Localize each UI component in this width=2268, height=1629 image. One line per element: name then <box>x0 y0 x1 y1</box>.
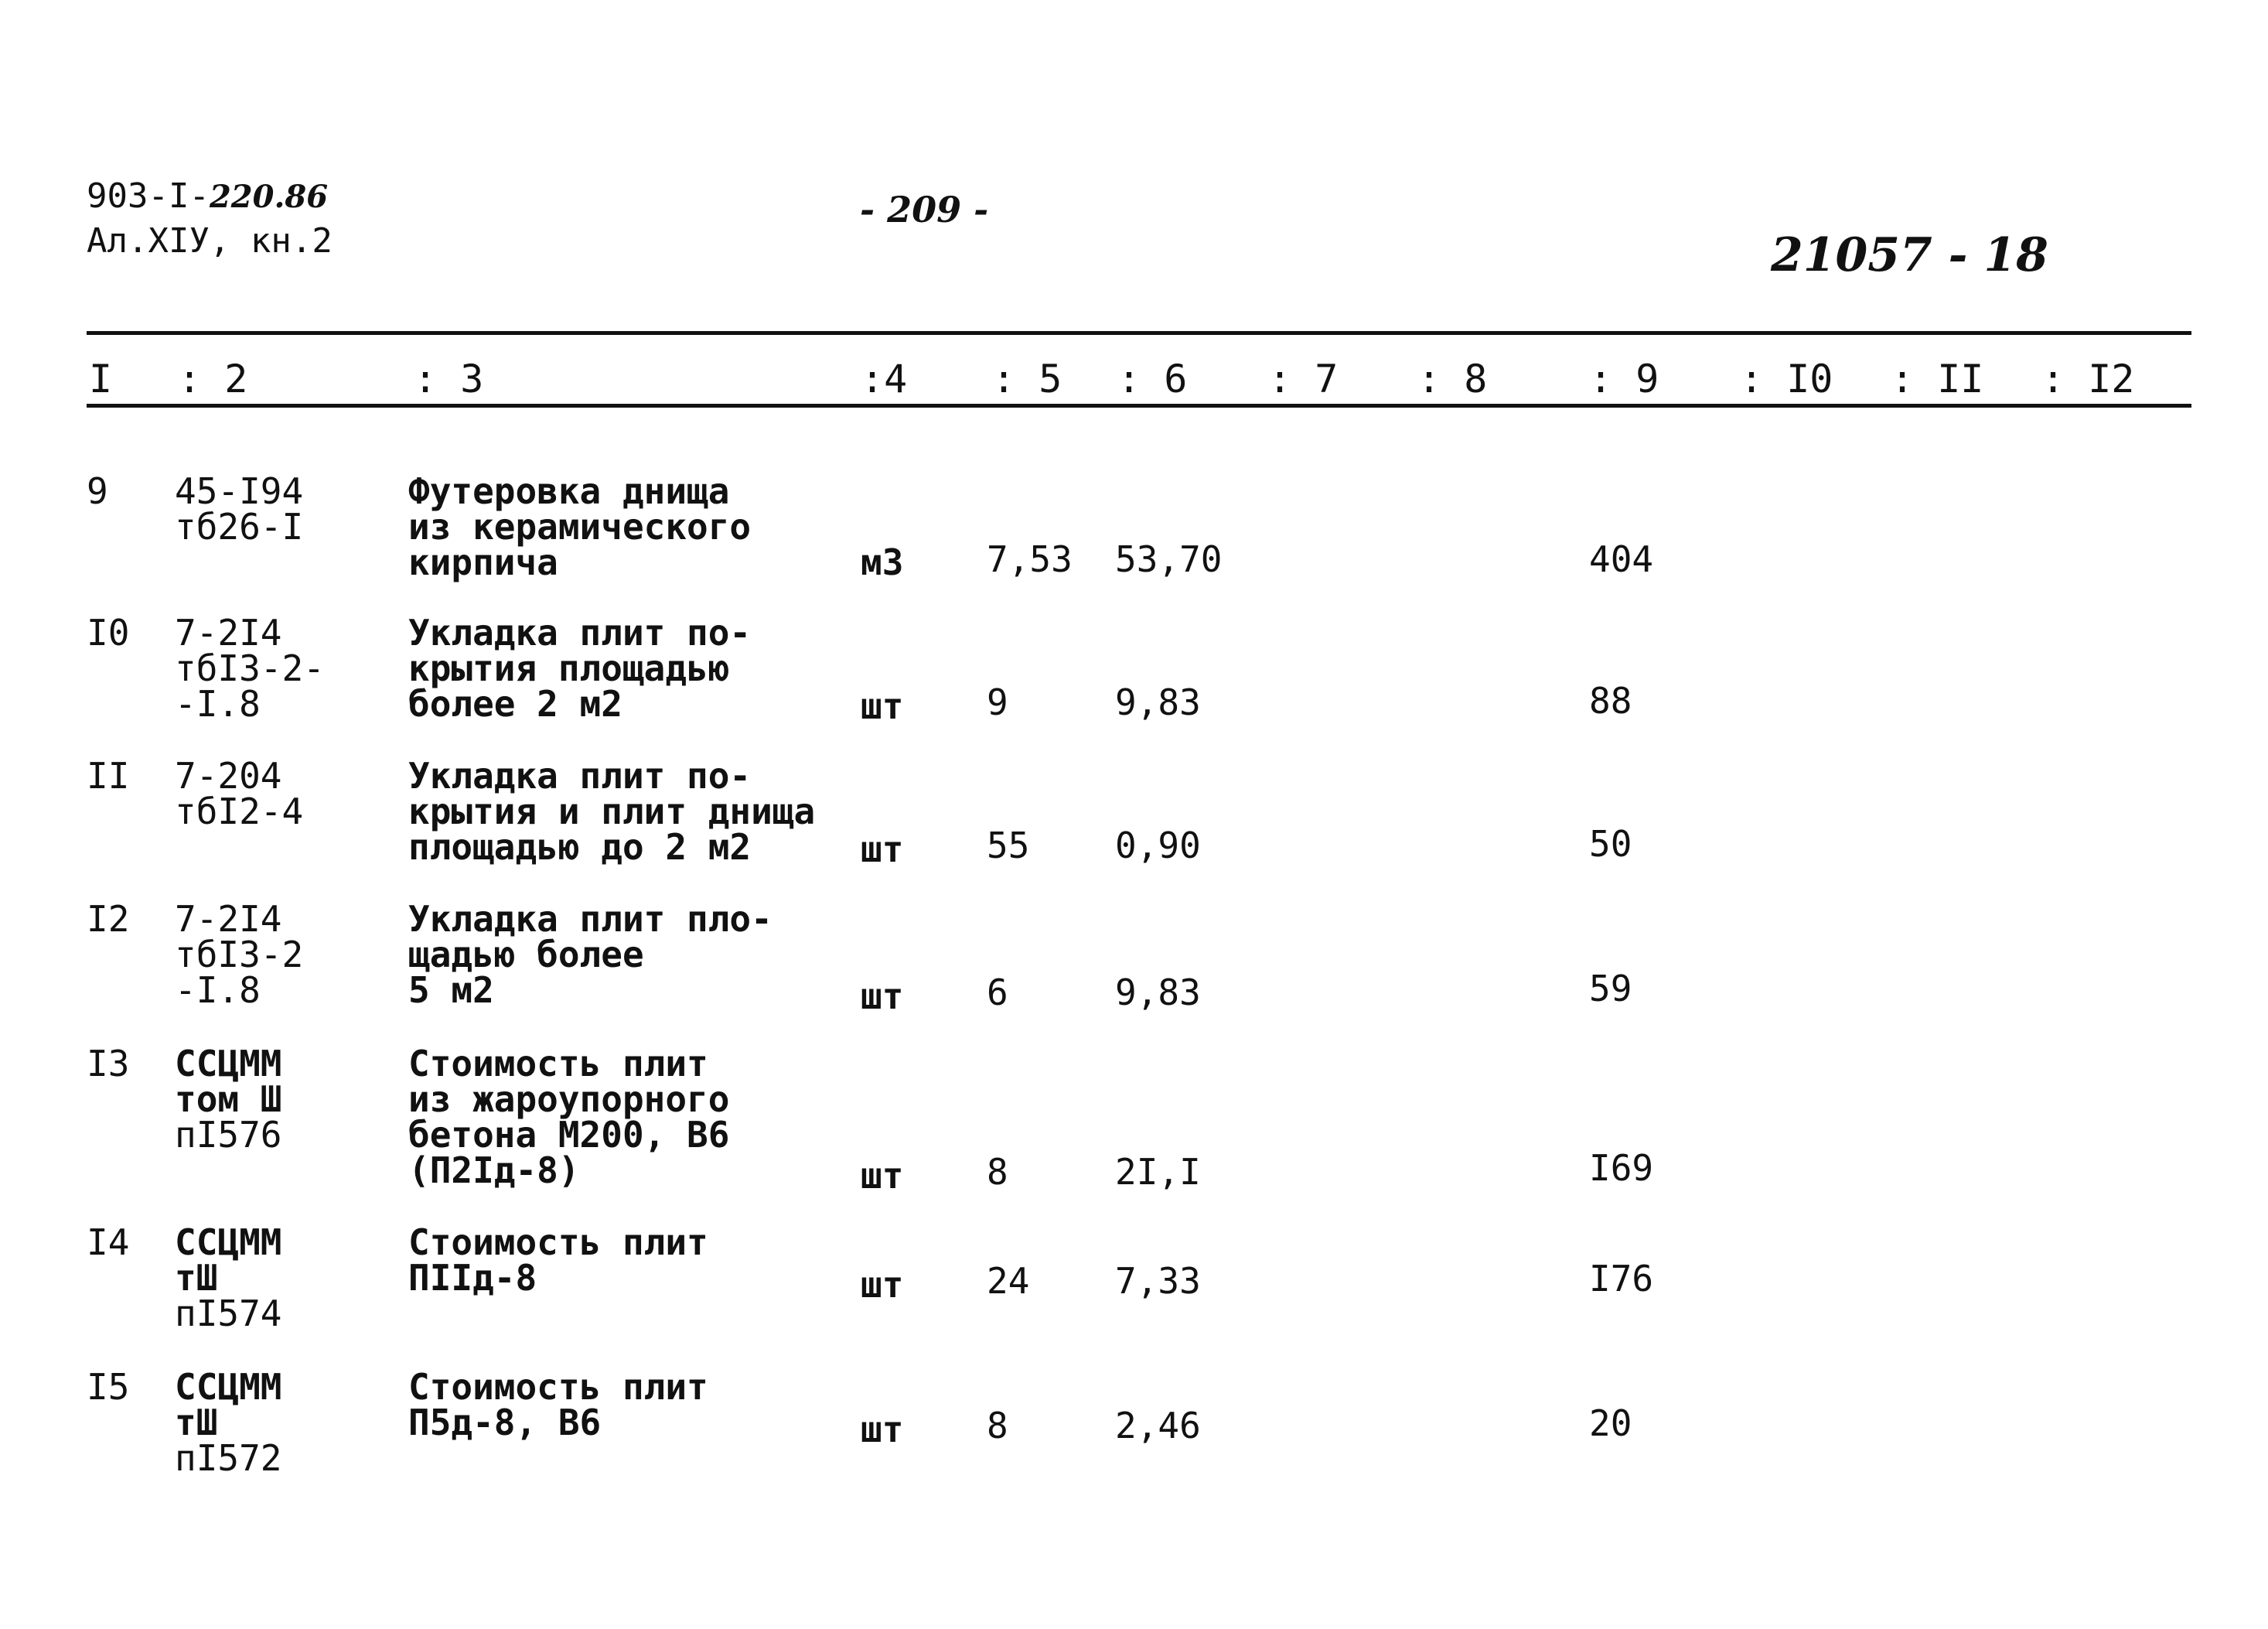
row-code: пI574 <box>175 1293 282 1334</box>
row-quantity: 8 <box>987 1405 1008 1446</box>
table-top-rule <box>87 331 2191 335</box>
row-description: крытия и плит днища <box>408 791 816 832</box>
row-description: Футеровка днища <box>408 470 730 512</box>
row-quantity: 9 <box>987 681 1008 723</box>
row-unit: шт <box>861 1264 904 1306</box>
row-quantity: 7,53 <box>987 538 1073 580</box>
row-description: из керамического <box>408 506 752 548</box>
doc-code <box>87 176 329 216</box>
album-line: Ал.XIУ, кн.2 <box>87 221 333 261</box>
row-description: Стоимость плит <box>408 1221 708 1263</box>
col-header-11: : II <box>1891 357 1984 401</box>
row-description: ПIIд-8 <box>408 1257 537 1299</box>
row-description: П5д-8, В6 <box>408 1402 602 1443</box>
row-quantity: 8 <box>987 1151 1008 1193</box>
row-number: I2 <box>87 898 130 940</box>
row-total: 88 <box>1589 680 1632 722</box>
archive-number: 21057 - 18 <box>1771 228 2048 282</box>
col-header-3: : 3 <box>414 357 484 401</box>
doc-code-prefix: 903-I- <box>87 176 210 216</box>
row-number: II <box>87 755 130 797</box>
row-unit-price: 0,90 <box>1115 825 1201 866</box>
table-header-rule <box>87 404 2191 408</box>
page-number: - 209 - <box>860 189 989 231</box>
row-code: ССЦММ <box>175 1221 282 1263</box>
row-code: -I.8 <box>175 969 261 1011</box>
row-description: щадью более <box>408 934 644 975</box>
row-code: -I.8 <box>175 683 261 725</box>
row-unit-price: 2,46 <box>1115 1405 1201 1446</box>
col-header-6: : 6 <box>1117 357 1188 401</box>
row-unit: шт <box>861 828 904 870</box>
row-total: 59 <box>1589 968 1632 1009</box>
row-code: том Ш <box>175 1078 282 1120</box>
col-header-10: : I0 <box>1740 357 1833 401</box>
col-header-8: : 8 <box>1417 357 1488 401</box>
row-code: ССЦММ <box>175 1366 282 1408</box>
row-unit-price: 9,83 <box>1115 972 1201 1013</box>
row-unit: шт <box>861 975 904 1017</box>
row-total: I76 <box>1589 1258 1654 1299</box>
row-quantity: 24 <box>987 1260 1030 1302</box>
row-description: кирпича <box>408 541 558 583</box>
row-unit-price: 9,83 <box>1115 681 1201 723</box>
row-code: тШ <box>175 1257 218 1299</box>
row-description: более 2 м2 <box>408 683 622 725</box>
doc-code-handwritten: 220.86 <box>209 179 329 215</box>
row-description: Укладка плит по- <box>408 612 752 654</box>
row-description: Стоимость плит <box>408 1366 708 1408</box>
row-code: ССЦММ <box>175 1043 282 1084</box>
row-description: Укладка плит пло- <box>408 898 772 940</box>
row-total: 404 <box>1589 538 1654 580</box>
row-total: I69 <box>1589 1147 1654 1189</box>
row-unit: шт <box>861 1155 904 1197</box>
col-header-4: :4 <box>861 357 908 401</box>
row-quantity: 55 <box>987 825 1030 866</box>
row-quantity: 6 <box>987 972 1008 1013</box>
row-description: из жароупорного <box>408 1078 730 1120</box>
row-unit: шт <box>861 685 904 727</box>
col-header-2: : 2 <box>178 357 248 401</box>
row-code: 7-204 <box>175 755 282 797</box>
row-unit-price: 53,70 <box>1115 538 1223 580</box>
row-description: бетона М200, В6 <box>408 1114 730 1156</box>
row-code: тШ <box>175 1402 218 1443</box>
row-unit: шт <box>861 1409 904 1450</box>
row-code: тб26-I <box>175 506 304 548</box>
row-description: Укладка плит по- <box>408 755 752 797</box>
row-code: пI572 <box>175 1437 282 1479</box>
row-total: 20 <box>1589 1402 1632 1444</box>
row-number: I0 <box>87 612 130 654</box>
row-unit: м3 <box>861 541 904 583</box>
col-header-9: : 9 <box>1589 357 1659 401</box>
row-description: (П2Iд-8) <box>408 1149 580 1191</box>
row-number: 9 <box>87 470 108 512</box>
row-number: I5 <box>87 1366 130 1408</box>
row-total: 50 <box>1589 823 1632 865</box>
row-unit-price: 7,33 <box>1115 1260 1201 1302</box>
col-header-12: : I2 <box>2041 357 2135 401</box>
row-description: 5 м2 <box>408 969 494 1011</box>
row-code: 7-2I4 <box>175 898 282 940</box>
row-code: 45-I94 <box>175 470 304 512</box>
row-unit-price: 2I,I <box>1115 1151 1201 1193</box>
row-description: Стоимость плит <box>408 1043 708 1084</box>
row-code: пI576 <box>175 1114 282 1156</box>
col-header-7: : 7 <box>1268 357 1339 401</box>
row-number: I3 <box>87 1043 130 1084</box>
row-description: крытия площадью <box>408 647 730 689</box>
row-number: I4 <box>87 1221 130 1263</box>
row-description: площадью до 2 м2 <box>408 826 752 868</box>
row-code: тбI3-2- <box>175 647 325 689</box>
col-header-1: I <box>89 357 113 401</box>
row-code: 7-2I4 <box>175 612 282 654</box>
row-code: тбI3-2 <box>175 934 304 975</box>
col-header-5: : 5 <box>992 357 1062 401</box>
row-code: тбI2-4 <box>175 791 304 832</box>
